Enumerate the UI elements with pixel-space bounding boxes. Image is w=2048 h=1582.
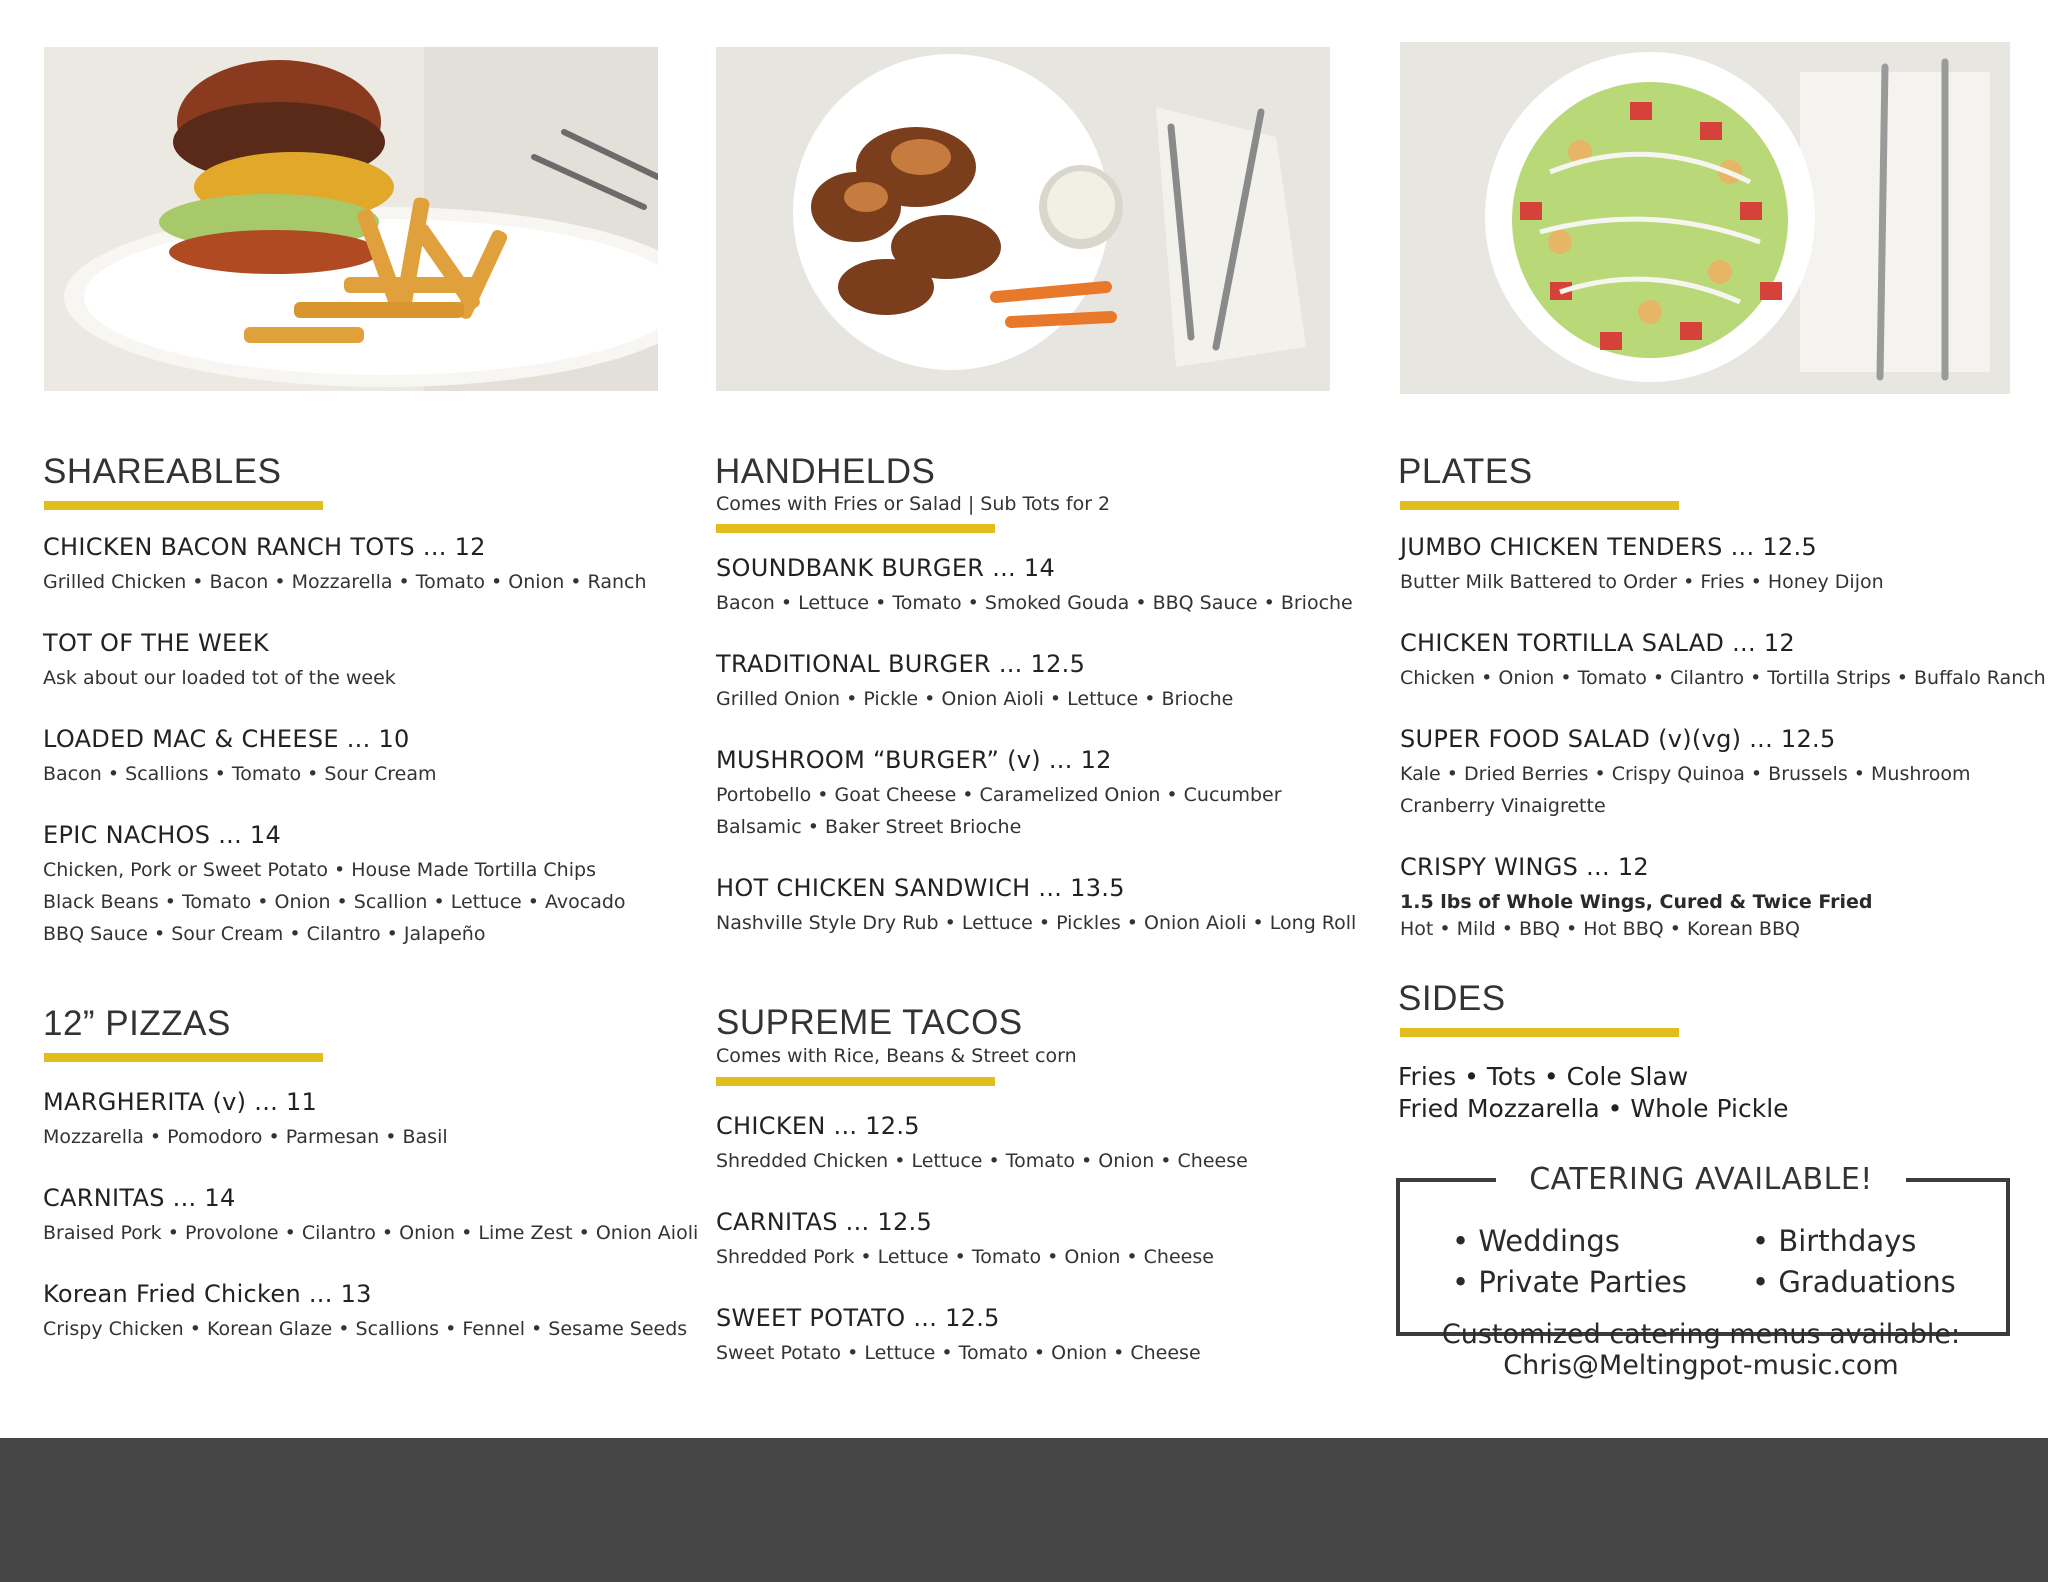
menu-item-name: LOADED MAC & CHEESE ... 10 <box>43 725 410 753</box>
menu-item-name: EPIC NACHOS ... 14 <box>43 821 282 849</box>
menu-item-desc: Kale • Dried Berries • Crispy Quinoa • Brussels • Mushroom <box>1400 763 1971 785</box>
menu-item-name: TOT OF THE WEEK <box>43 629 269 657</box>
menu-item-desc: Shredded Pork • Lettuce • Tomato • Onion • Cheese <box>716 1246 1214 1268</box>
menu-item-desc: Chicken • Onion • Tomato • Cilantro • Tortilla Strips • Buffalo Ranch <box>1400 667 2046 689</box>
sides-line: Fried Mozzarella • Whole Pickle <box>1398 1094 1789 1123</box>
menu-item-name: HOT CHICKEN SANDWICH ... 13.5 <box>716 874 1125 902</box>
handhelds-underline <box>716 524 995 533</box>
menu-item-desc: Sweet Potato • Lettuce • Tomato • Onion • Cheese <box>716 1342 1201 1364</box>
footer-band <box>0 1438 2048 1582</box>
menu-item-name: CARNITAS ... 12.5 <box>716 1208 933 1236</box>
menu-item-desc: Hot • Mild • BBQ • Hot BBQ • Korean BBQ <box>1400 918 1800 940</box>
menu-item-name: CRISPY WINGS ... 12 <box>1400 853 1649 881</box>
menu-item-name: TRADITIONAL BURGER ... 12.5 <box>716 650 1086 678</box>
menu-item-desc: Chicken, Pork or Sweet Potato • House Made Tortilla Chips <box>43 859 596 881</box>
menu-item-desc: Balsamic • Baker Street Brioche <box>716 816 1022 838</box>
menu-item-name: SWEET POTATO ... 12.5 <box>716 1304 1000 1332</box>
menu-item-desc: Cranberry Vinaigrette <box>1400 795 1606 817</box>
menu-item-name: JUMBO CHICKEN TENDERS ... 12.5 <box>1400 533 1817 561</box>
catering-item: • Weddings <box>1452 1224 1620 1258</box>
salad-photo <box>1400 42 2010 394</box>
menu-item-name: Korean Fried Chicken ... 13 <box>43 1280 372 1308</box>
menu-item-name: SUPER FOOD SALAD (v)(vg) ... 12.5 <box>1400 725 1836 753</box>
sides-line: Fries • Tots • Cole Slaw <box>1398 1062 1689 1091</box>
menu-item-name: CHICKEN TORTILLA SALAD ... 12 <box>1400 629 1795 657</box>
handhelds-subtitle: Comes with Fries or Salad | Sub Tots for 2 <box>716 493 1111 515</box>
tacos-title: SUPREME TACOS <box>716 1003 1023 1042</box>
sides-underline <box>1400 1028 1679 1037</box>
catering-item: • Private Parties <box>1452 1265 1687 1299</box>
menu-item-desc: Bacon • Scallions • Tomato • Sour Cream <box>43 763 437 785</box>
menu-item-name: CARNITAS ... 14 <box>43 1184 236 1212</box>
menu-item-desc: Bacon • Lettuce • Tomato • Smoked Gouda • BBQ Sauce • Brioche <box>716 592 1353 614</box>
menu-item-desc: Butter Milk Battered to Order • Fries • Honey Dijon <box>1400 571 1884 593</box>
tacos-underline <box>716 1077 995 1086</box>
sides-title: SIDES <box>1398 979 1506 1018</box>
menu-item-name: CHICKEN ... 12.5 <box>716 1112 920 1140</box>
menu-item-desc: Ask about our loaded tot of the week <box>43 667 396 689</box>
menu-item-desc: Braised Pork • Provolone • Cilantro • Onion • Lime Zest • Onion Aioli <box>43 1222 699 1244</box>
menu-item-desc: Grilled Chicken • Bacon • Mozzarella • Tomato • Onion • Ranch <box>43 571 647 593</box>
pizzas-title: 12” PIZZAS <box>43 1004 231 1043</box>
menu-item-desc: Crispy Chicken • Korean Glaze • Scallions • Fennel • Sesame Seeds <box>43 1318 688 1340</box>
catering-item: • Birthdays <box>1752 1224 1917 1258</box>
handhelds-title: HANDHELDS <box>715 452 936 491</box>
tacos-subtitle: Comes with Rice, Beans & Street corn <box>716 1045 1077 1067</box>
menu-item-desc: Shredded Chicken • Lettuce • Tomato • Onion • Cheese <box>716 1150 1248 1172</box>
menu-item-name: MARGHERITA (v) ... 11 <box>43 1088 318 1116</box>
menu-item-desc: Mozzarella • Pomodoro • Parmesan • Basil <box>43 1126 448 1148</box>
menu-item-desc: Grilled Onion • Pickle • Onion Aioli • Lettuce • Brioche <box>716 688 1234 710</box>
menu-item-desc: Portobello • Goat Cheese • Caramelized Onion • Cucumber <box>716 784 1282 806</box>
menu-item-desc: Nashville Style Dry Rub • Lettuce • Pickles • Onion Aioli • Long Roll <box>716 912 1357 934</box>
burger-photo <box>44 47 658 391</box>
catering-note: Customized catering menus available: <box>1441 1319 1961 1350</box>
menu-item-name: MUSHROOM “BURGER” (v) ... 12 <box>716 746 1112 774</box>
plates-title: PLATES <box>1398 452 1533 491</box>
catering-title: CATERING AVAILABLE! <box>1496 1162 1906 1202</box>
catering-item: • Graduations <box>1752 1265 1956 1299</box>
menu-item-desc: 1.5 lbs of Whole Wings, Cured & Twice Fried <box>1400 891 1873 913</box>
menu-item-name: CHICKEN BACON RANCH TOTS ... 12 <box>43 533 486 561</box>
plates-underline <box>1400 501 1679 510</box>
shareables-title: SHAREABLES <box>43 452 282 491</box>
wings-photo <box>716 47 1330 391</box>
menu-item-desc: BBQ Sauce • Sour Cream • Cilantro • Jalapeño <box>43 923 486 945</box>
menu-item-name: SOUNDBANK BURGER ... 14 <box>716 554 1056 582</box>
menu-item-desc: Black Beans • Tomato • Onion • Scallion • Lettuce • Avocado <box>43 891 626 913</box>
catering-email: Chris@Meltingpot-music.com <box>1503 1350 1899 1381</box>
shareables-underline <box>44 501 323 510</box>
pizzas-underline <box>44 1053 323 1062</box>
